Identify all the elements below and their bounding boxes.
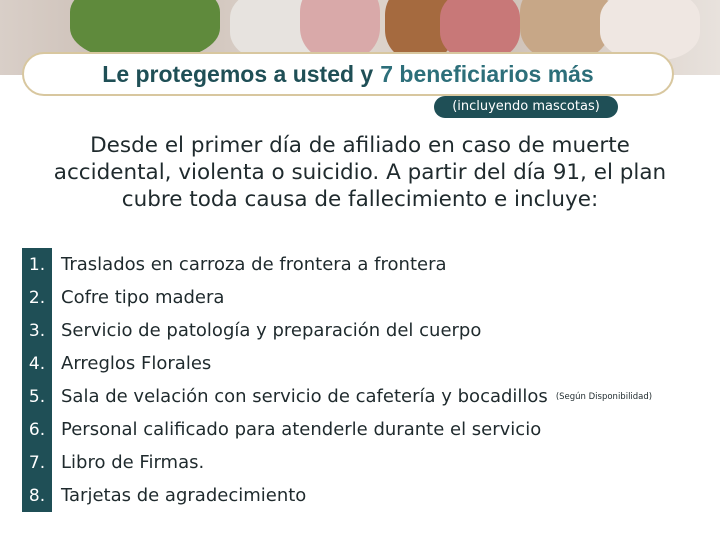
item-number: 1. [28, 254, 46, 275]
item-number: 7. [28, 452, 46, 473]
benefits-list [22, 248, 712, 512]
item-text: Libro de Firmas. [61, 452, 205, 473]
list-item [22, 347, 712, 380]
item-number: 6. [28, 419, 46, 440]
list-item [22, 413, 712, 446]
list-item [22, 479, 712, 512]
list-item [22, 380, 712, 413]
item-text: Servicio de patología y preparación del cuerpo [61, 320, 482, 341]
headline-part1: Le protegemos a usted y [102, 60, 374, 87]
item-text: Tarjetas de agradecimiento [61, 485, 307, 506]
headline-part2: 7 beneficiarios más [380, 60, 594, 87]
item-text: Cofre tipo madera [61, 287, 225, 308]
item-text: Arreglos Florales [61, 353, 212, 374]
item-number: 5. [28, 386, 46, 407]
intro-paragraph: Desde el primer día de afiliado en caso de muerte accidental, violenta o suicidio. A partir del día 91, el plan cubre toda causa de fallecimiento e incluye: [53, 133, 667, 212]
item-number: 4. [28, 353, 46, 374]
item-number: 2. [28, 287, 46, 308]
item-text: Personal calificado para atenderle durante el servicio [61, 419, 542, 440]
mascotas-note: (incluyendo mascotas) [434, 96, 618, 118]
list-item [22, 248, 712, 281]
list-item [22, 281, 712, 314]
list-item [22, 446, 712, 479]
availability-note: (Según Disponibilidad) [555, 391, 653, 402]
headline-banner [22, 52, 674, 96]
item-text: Traslados en carroza de frontera a frontera [61, 254, 447, 275]
item-number: 3. [28, 320, 46, 341]
item-text: Sala de velación con servicio de cafetería y bocadillos [61, 386, 548, 407]
item-number: 8. [28, 485, 46, 506]
list-item [22, 314, 712, 347]
